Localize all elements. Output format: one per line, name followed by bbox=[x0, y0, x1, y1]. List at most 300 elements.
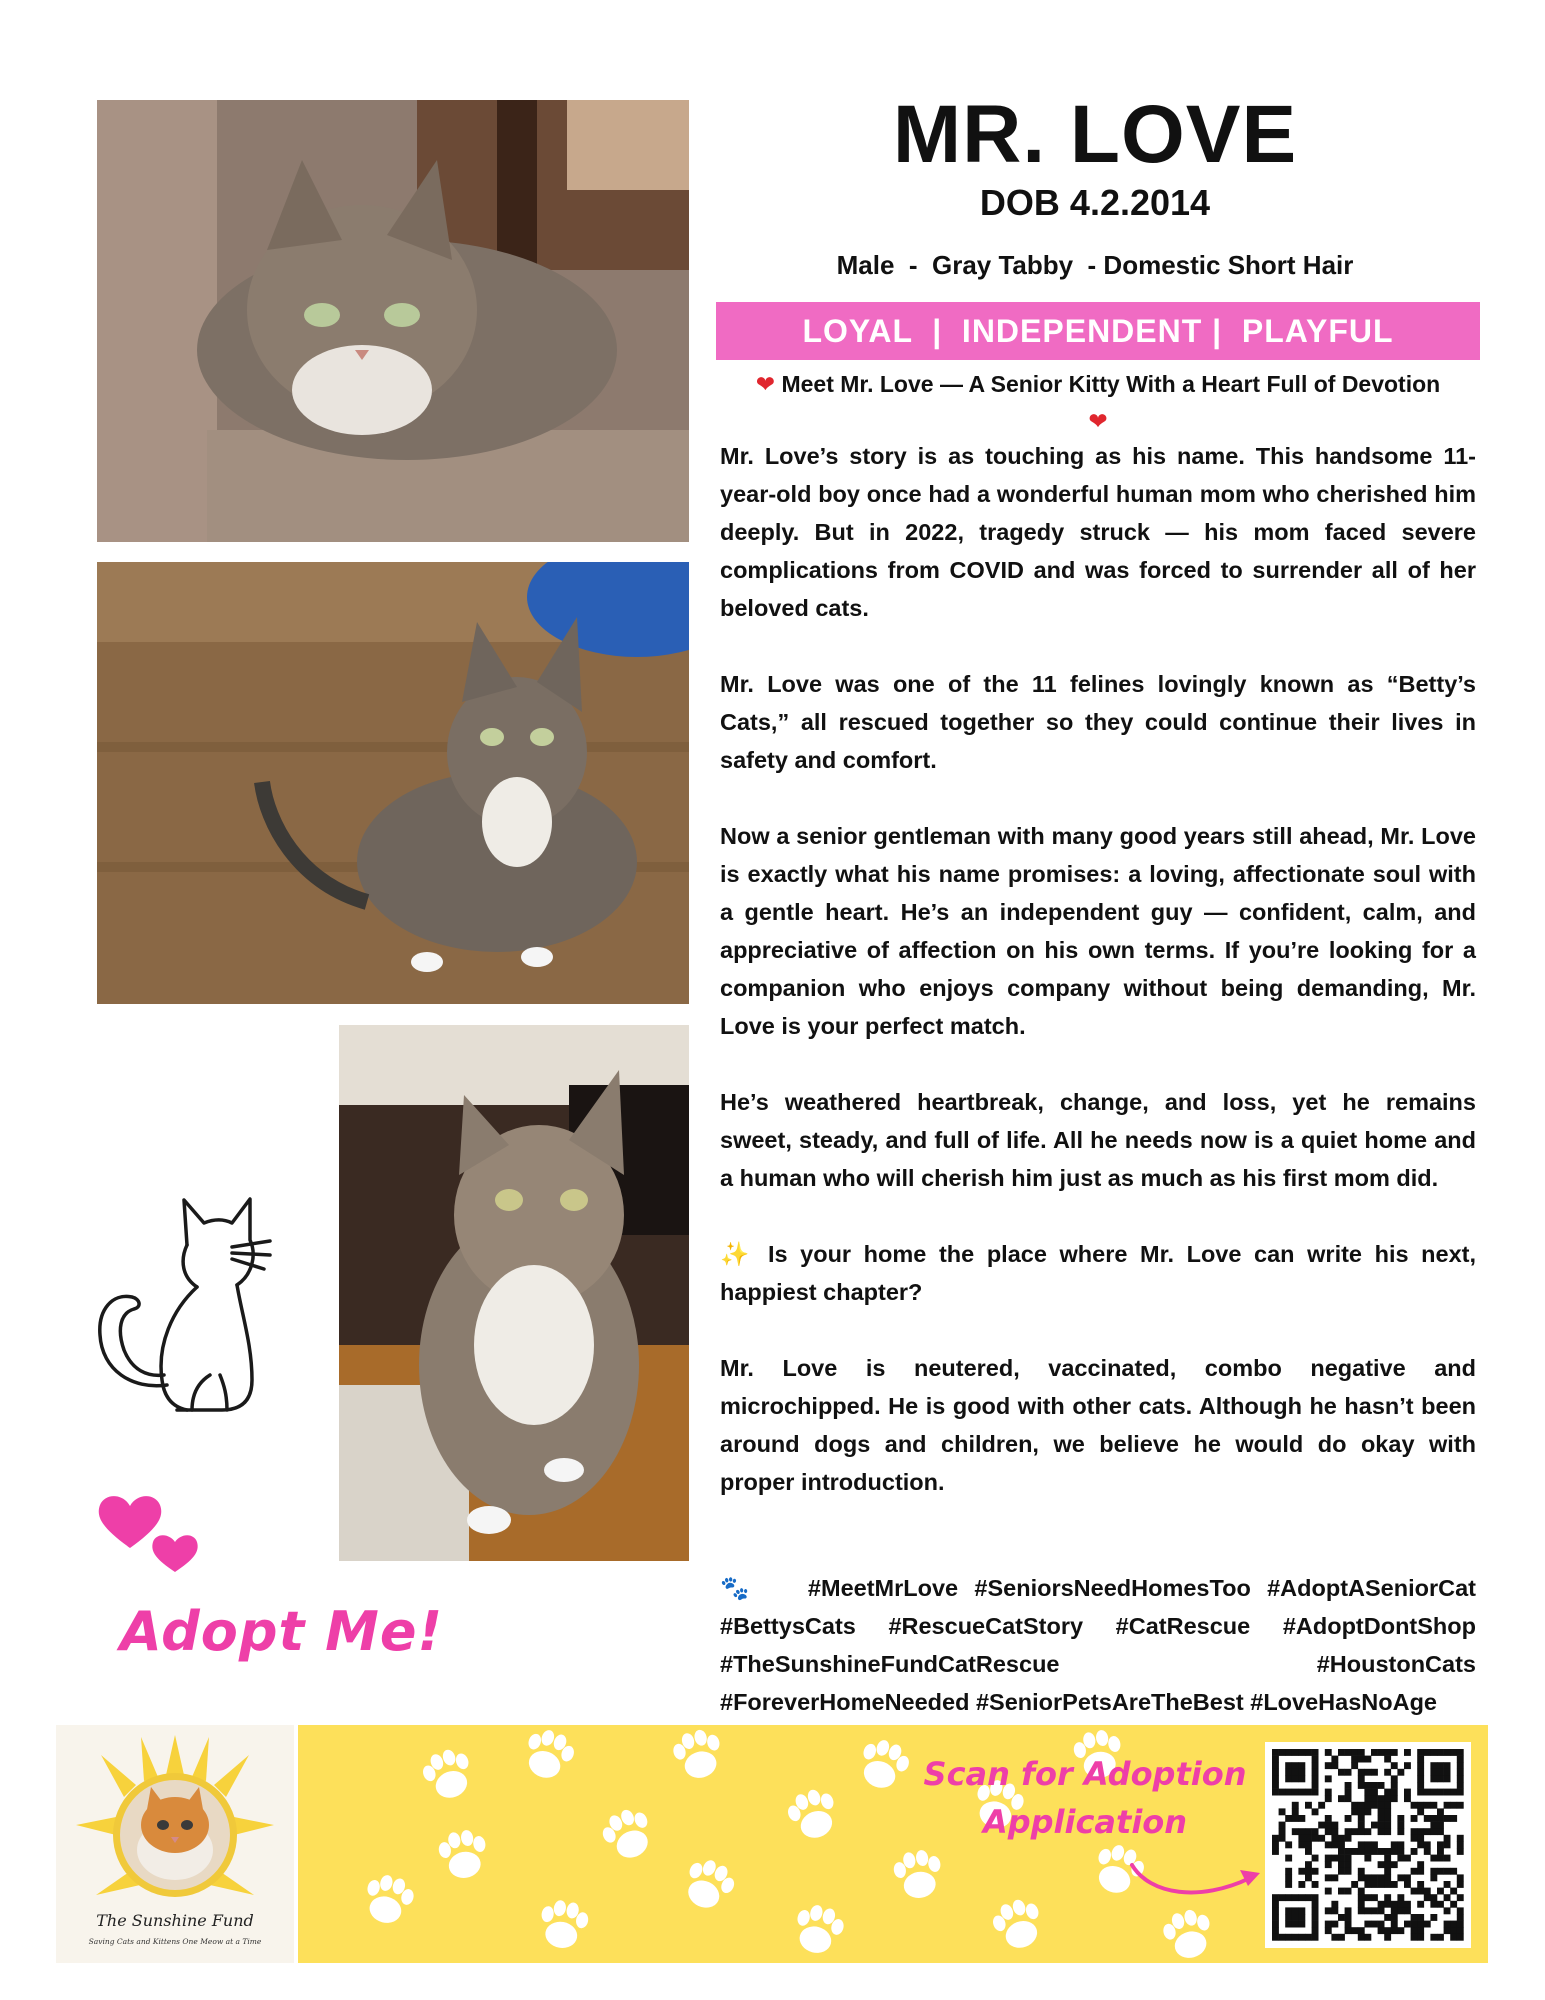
qr-module bbox=[1417, 1881, 1424, 1888]
qr-module bbox=[1345, 1921, 1352, 1928]
qr-module bbox=[1424, 1848, 1431, 1855]
qr-module bbox=[1351, 1756, 1358, 1763]
qr-module bbox=[1450, 1749, 1457, 1756]
qr-module bbox=[1417, 1921, 1424, 1928]
qr-module bbox=[1325, 1921, 1332, 1928]
qr-module bbox=[1437, 1901, 1444, 1908]
qr-module bbox=[1378, 1749, 1385, 1756]
qr-module bbox=[1384, 1901, 1391, 1908]
qr-module bbox=[1338, 1835, 1345, 1842]
qr-module bbox=[1312, 1756, 1319, 1763]
qr-module bbox=[1358, 1841, 1365, 1848]
qr-module bbox=[1358, 1888, 1365, 1895]
qr-module bbox=[1358, 1934, 1365, 1941]
qr-module bbox=[1397, 1901, 1404, 1908]
cat-name-title: MR. LOVE bbox=[892, 89, 1298, 180]
qr-module bbox=[1417, 1756, 1424, 1763]
qr-module bbox=[1391, 1848, 1398, 1855]
qr-module bbox=[1364, 1789, 1371, 1796]
arrow-icon bbox=[1120, 1840, 1270, 1910]
qr-module bbox=[1391, 1921, 1398, 1928]
qr-module bbox=[1279, 1835, 1286, 1842]
story-paragraph-3: Now a senior gentleman with many good years still ahead, Mr. Love is exactly what his name promises: a loving, affectionate soul with a gentle heart. He’s an independent guy — confident, calm, and appreciative of affection on his own terms. If you’re looking for a companion who enjoys company without being demanding, Mr. Love is your perfect match. bbox=[720, 823, 1476, 1039]
qr-module bbox=[1391, 1841, 1398, 1848]
qr-module bbox=[1424, 1841, 1431, 1848]
qr-module bbox=[1391, 1881, 1398, 1888]
qr-module bbox=[1437, 1828, 1444, 1835]
qr-module bbox=[1312, 1835, 1319, 1842]
qr-module bbox=[1371, 1795, 1378, 1802]
qr-module bbox=[1345, 1835, 1352, 1842]
qr-module bbox=[1397, 1822, 1404, 1829]
story-paragraph-2: Mr. Love was one of the 11 felines lovingly known as “Betty’s Cats,” all rescued together so they could continue their lives in safety and comfort. bbox=[720, 671, 1476, 773]
qr-module bbox=[1371, 1782, 1378, 1789]
qr-module bbox=[1272, 1762, 1279, 1769]
qr-module bbox=[1424, 1894, 1431, 1901]
qr-module bbox=[1298, 1749, 1305, 1756]
qr-code-image bbox=[1265, 1742, 1471, 1948]
qr-module bbox=[1312, 1775, 1319, 1782]
qr-module bbox=[1338, 1934, 1345, 1941]
qr-module bbox=[1345, 1914, 1352, 1921]
qr-module bbox=[1292, 1815, 1299, 1822]
qr-module bbox=[1305, 1894, 1312, 1901]
qr-module bbox=[1272, 1907, 1279, 1914]
qr-module bbox=[1279, 1822, 1286, 1829]
qr-module bbox=[1325, 1815, 1332, 1822]
qr-module bbox=[1371, 1881, 1378, 1888]
qr-module bbox=[1331, 1841, 1338, 1848]
qr-module bbox=[1391, 1901, 1398, 1908]
qr-module bbox=[1384, 1822, 1391, 1829]
qr-module bbox=[1424, 1828, 1431, 1835]
qr-module bbox=[1430, 1874, 1437, 1881]
qr-module bbox=[1312, 1762, 1319, 1769]
qr-module bbox=[1371, 1848, 1378, 1855]
qr-module bbox=[1457, 1914, 1464, 1921]
qr-module bbox=[1391, 1914, 1398, 1921]
qr-module bbox=[1279, 1808, 1286, 1815]
qr-module bbox=[1417, 1934, 1424, 1941]
qr-module bbox=[1391, 1927, 1398, 1934]
qr-module bbox=[1424, 1789, 1431, 1796]
qr-module bbox=[1430, 1749, 1437, 1756]
qr-module bbox=[1444, 1749, 1451, 1756]
qr-module bbox=[1358, 1874, 1365, 1881]
qr-module bbox=[1305, 1802, 1312, 1809]
qr-module bbox=[1285, 1841, 1292, 1848]
qr-module bbox=[1298, 1769, 1305, 1776]
qr-module bbox=[1364, 1795, 1371, 1802]
qr-module bbox=[1285, 1762, 1292, 1769]
qr-module bbox=[1384, 1934, 1391, 1941]
qr-module bbox=[1305, 1861, 1312, 1868]
qr-module bbox=[1384, 1861, 1391, 1868]
qr-module bbox=[1397, 1841, 1404, 1848]
qr-module bbox=[1444, 1907, 1451, 1914]
logo-name: The Sunshine Fund bbox=[96, 1911, 254, 1930]
qr-module bbox=[1371, 1749, 1378, 1756]
qr-module bbox=[1437, 1848, 1444, 1855]
qr-module bbox=[1430, 1762, 1437, 1769]
qr-module bbox=[1371, 1802, 1378, 1809]
qr-module bbox=[1331, 1835, 1338, 1842]
qr-module bbox=[1397, 1769, 1404, 1776]
qr-module bbox=[1305, 1835, 1312, 1842]
qr-module bbox=[1430, 1815, 1437, 1822]
qr-module bbox=[1331, 1921, 1338, 1928]
qr-module bbox=[1318, 1822, 1325, 1829]
qr-module bbox=[1272, 1927, 1279, 1934]
qr-code[interactable] bbox=[1265, 1742, 1471, 1948]
qr-module bbox=[1378, 1802, 1385, 1809]
qr-module bbox=[1404, 1907, 1411, 1914]
qr-module bbox=[1285, 1881, 1292, 1888]
qr-module bbox=[1345, 1848, 1352, 1855]
qr-module bbox=[1404, 1881, 1411, 1888]
qr-module bbox=[1450, 1888, 1457, 1895]
qr-module bbox=[1378, 1848, 1385, 1855]
qr-module bbox=[1338, 1795, 1345, 1802]
qr-module bbox=[1444, 1762, 1451, 1769]
qr-module bbox=[1272, 1921, 1279, 1928]
qr-module bbox=[1325, 1828, 1332, 1835]
qr-module bbox=[1331, 1907, 1338, 1914]
qr-module bbox=[1305, 1868, 1312, 1875]
qr-module bbox=[1272, 1769, 1279, 1776]
qr-module bbox=[1411, 1815, 1418, 1822]
qr-module bbox=[1312, 1921, 1319, 1928]
qr-module bbox=[1384, 1828, 1391, 1835]
qr-module bbox=[1457, 1769, 1464, 1776]
qr-module bbox=[1345, 1861, 1352, 1868]
qr-module bbox=[1371, 1907, 1378, 1914]
qr-module bbox=[1404, 1901, 1411, 1908]
qr-module bbox=[1417, 1789, 1424, 1796]
qr-module bbox=[1364, 1828, 1371, 1835]
sunshine-fund-logo bbox=[56, 1725, 294, 1963]
qr-module bbox=[1457, 1921, 1464, 1928]
qr-module bbox=[1338, 1749, 1345, 1756]
qr-module bbox=[1272, 1848, 1279, 1855]
qr-module bbox=[1378, 1921, 1385, 1928]
qr-module bbox=[1411, 1927, 1418, 1934]
qr-module bbox=[1411, 1888, 1418, 1895]
qr-module bbox=[1444, 1835, 1451, 1842]
qr-module bbox=[1450, 1927, 1457, 1934]
qr-module bbox=[1351, 1749, 1358, 1756]
qr-module bbox=[1298, 1762, 1305, 1769]
qr-module bbox=[1345, 1888, 1352, 1895]
qr-module bbox=[1279, 1934, 1286, 1941]
qr-module bbox=[1325, 1874, 1332, 1881]
qr-module bbox=[1285, 1914, 1292, 1921]
qr-module bbox=[1404, 1762, 1411, 1769]
qr-module bbox=[1417, 1828, 1424, 1835]
qr-module bbox=[1444, 1927, 1451, 1934]
qr-module bbox=[1351, 1927, 1358, 1934]
qr-module bbox=[1378, 1901, 1385, 1908]
qr-module bbox=[1345, 1789, 1352, 1796]
qr-module bbox=[1457, 1775, 1464, 1782]
qr-module bbox=[1272, 1749, 1279, 1756]
qr-module bbox=[1457, 1802, 1464, 1809]
qr-module bbox=[1457, 1749, 1464, 1756]
hashtags bbox=[720, 1569, 1476, 1721]
qr-module bbox=[1444, 1815, 1451, 1822]
qr-module bbox=[1417, 1762, 1424, 1769]
qr-module bbox=[1450, 1934, 1457, 1941]
qr-module bbox=[1450, 1868, 1457, 1875]
qr-module bbox=[1345, 1769, 1352, 1776]
qr-module bbox=[1444, 1789, 1451, 1796]
qr-module bbox=[1417, 1782, 1424, 1789]
qr-module bbox=[1364, 1934, 1371, 1941]
qr-module bbox=[1292, 1762, 1299, 1769]
qr-module bbox=[1371, 1874, 1378, 1881]
story-paragraph-5 bbox=[720, 1235, 1476, 1311]
qr-module bbox=[1351, 1848, 1358, 1855]
qr-module bbox=[1331, 1874, 1338, 1881]
qr-module bbox=[1457, 1894, 1464, 1901]
qr-module bbox=[1430, 1894, 1437, 1901]
qr-module bbox=[1411, 1921, 1418, 1928]
qr-module bbox=[1364, 1769, 1371, 1776]
qr-module bbox=[1279, 1894, 1286, 1901]
qr-module bbox=[1351, 1762, 1358, 1769]
qr-module bbox=[1378, 1808, 1385, 1815]
qr-module bbox=[1444, 1894, 1451, 1901]
qr-module bbox=[1285, 1874, 1292, 1881]
qr-module bbox=[1272, 1841, 1279, 1848]
qr-module bbox=[1272, 1775, 1279, 1782]
qr-module bbox=[1312, 1808, 1319, 1815]
qr-module bbox=[1338, 1888, 1345, 1895]
qr-module bbox=[1298, 1934, 1305, 1941]
qr-module bbox=[1384, 1802, 1391, 1809]
qr-module bbox=[1345, 1815, 1352, 1822]
qr-module bbox=[1292, 1789, 1299, 1796]
qr-module bbox=[1358, 1775, 1365, 1782]
qr-module bbox=[1358, 1848, 1365, 1855]
qr-module bbox=[1424, 1815, 1431, 1822]
qr-module bbox=[1358, 1828, 1365, 1835]
qr-module bbox=[1384, 1815, 1391, 1822]
qr-module bbox=[1279, 1749, 1286, 1756]
story-paragraph-4: He’s weathered heartbreak, change, and loss, yet he remains sweet, steady, and full of life. All he needs now is a quiet home and a human who will cherish him just as much as his first mom did. bbox=[720, 1089, 1476, 1191]
qr-module bbox=[1364, 1874, 1371, 1881]
qr-module bbox=[1279, 1789, 1286, 1796]
qr-module bbox=[1424, 1749, 1431, 1756]
qr-module bbox=[1430, 1802, 1437, 1809]
sparkle-icon: ✨ bbox=[720, 1241, 756, 1267]
qr-module bbox=[1430, 1868, 1437, 1875]
qr-module bbox=[1298, 1835, 1305, 1842]
qr-module bbox=[1358, 1749, 1365, 1756]
qr-module bbox=[1338, 1855, 1345, 1862]
qr-module bbox=[1424, 1888, 1431, 1895]
story-paragraph-1: Mr. Love’s story is as touching as his name. This handsome 11-year-old boy once had a wonderful human mom who cherished him deeply. But in 2022, tragedy struck — his mom faced severe complications from COVID and was forced to surrender all of her beloved cats. bbox=[720, 443, 1476, 621]
qr-module bbox=[1430, 1828, 1437, 1835]
qr-module bbox=[1457, 1789, 1464, 1796]
qr-module bbox=[1312, 1782, 1319, 1789]
paw-icon: 🐾 bbox=[720, 1575, 760, 1601]
qr-module bbox=[1345, 1749, 1352, 1756]
qr-module bbox=[1391, 1749, 1398, 1756]
qr-module bbox=[1417, 1914, 1424, 1921]
qr-module bbox=[1378, 1881, 1385, 1888]
qr-module bbox=[1457, 1907, 1464, 1914]
qr-module bbox=[1430, 1934, 1437, 1941]
qr-module bbox=[1318, 1802, 1325, 1809]
qr-module bbox=[1345, 1855, 1352, 1862]
qr-module bbox=[1272, 1789, 1279, 1796]
qr-module bbox=[1437, 1775, 1444, 1782]
qr-module bbox=[1338, 1848, 1345, 1855]
qr-module bbox=[1312, 1914, 1319, 1921]
qr-module bbox=[1325, 1927, 1332, 1934]
qr-module bbox=[1444, 1921, 1451, 1928]
qr-module bbox=[1318, 1835, 1325, 1842]
qr-module bbox=[1345, 1782, 1352, 1789]
qr-module bbox=[1305, 1934, 1312, 1941]
qr-module bbox=[1411, 1868, 1418, 1875]
qr-module bbox=[1312, 1901, 1319, 1908]
qr-module bbox=[1325, 1775, 1332, 1782]
qr-module bbox=[1351, 1881, 1358, 1888]
qr-module bbox=[1305, 1749, 1312, 1756]
date-of-birth: DOB 4.2.2014 bbox=[979, 182, 1211, 223]
heart-icon: ❤ bbox=[1088, 409, 1108, 435]
qr-module bbox=[1305, 1874, 1312, 1881]
qr-module bbox=[1371, 1769, 1378, 1776]
qr-module bbox=[1378, 1861, 1385, 1868]
qr-module bbox=[1437, 1841, 1444, 1848]
qr-module bbox=[1391, 1795, 1398, 1802]
qr-module bbox=[1331, 1756, 1338, 1763]
qr-module bbox=[1364, 1756, 1371, 1763]
qr-module bbox=[1457, 1934, 1464, 1941]
qr-module bbox=[1312, 1927, 1319, 1934]
qr-module bbox=[1364, 1907, 1371, 1914]
qr-module bbox=[1325, 1822, 1332, 1829]
qr-module bbox=[1378, 1907, 1385, 1914]
qr-module bbox=[1371, 1822, 1378, 1829]
qr-module bbox=[1437, 1822, 1444, 1829]
qr-module bbox=[1444, 1868, 1451, 1875]
qr-module bbox=[1457, 1927, 1464, 1934]
qr-module bbox=[1364, 1855, 1371, 1862]
qr-module bbox=[1411, 1802, 1418, 1809]
qr-module bbox=[1272, 1914, 1279, 1921]
qr-module bbox=[1404, 1921, 1411, 1928]
qr-module bbox=[1457, 1756, 1464, 1763]
qr-module bbox=[1305, 1848, 1312, 1855]
qr-module bbox=[1371, 1894, 1378, 1901]
qr-module bbox=[1444, 1855, 1451, 1862]
qr-module bbox=[1437, 1762, 1444, 1769]
qr-module bbox=[1351, 1828, 1358, 1835]
qr-module bbox=[1298, 1815, 1305, 1822]
qr-module bbox=[1397, 1927, 1404, 1934]
qr-module bbox=[1404, 1795, 1411, 1802]
qr-module bbox=[1312, 1769, 1319, 1776]
qr-module bbox=[1285, 1749, 1292, 1756]
qr-module bbox=[1364, 1802, 1371, 1809]
qr-module bbox=[1325, 1855, 1332, 1862]
qr-module bbox=[1417, 1808, 1424, 1815]
qr-module bbox=[1358, 1901, 1365, 1908]
qr-module bbox=[1312, 1907, 1319, 1914]
qr-module bbox=[1371, 1921, 1378, 1928]
qr-module bbox=[1292, 1914, 1299, 1921]
qr-module bbox=[1437, 1769, 1444, 1776]
logo-tagline: Saving Cats and Kittens One Meow at a Time bbox=[88, 1937, 262, 1946]
qr-module bbox=[1430, 1822, 1437, 1829]
qr-module bbox=[1437, 1888, 1444, 1895]
qr-module bbox=[1378, 1815, 1385, 1822]
qr-module bbox=[1417, 1835, 1424, 1842]
qr-module bbox=[1397, 1848, 1404, 1855]
qr-module bbox=[1397, 1815, 1404, 1822]
qr-module bbox=[1437, 1808, 1444, 1815]
qr-module bbox=[1444, 1802, 1451, 1809]
qr-module bbox=[1358, 1769, 1365, 1776]
qr-module bbox=[1338, 1914, 1345, 1921]
qr-module bbox=[1331, 1934, 1338, 1941]
qr-module bbox=[1384, 1749, 1391, 1756]
qr-module bbox=[1285, 1921, 1292, 1928]
qr-module bbox=[1364, 1841, 1371, 1848]
qr-module bbox=[1298, 1841, 1305, 1848]
qr-module bbox=[1312, 1894, 1319, 1901]
qr-module bbox=[1384, 1855, 1391, 1862]
qr-module bbox=[1272, 1835, 1279, 1842]
qr-module bbox=[1292, 1802, 1299, 1809]
qr-module bbox=[1325, 1762, 1332, 1769]
qr-module bbox=[1444, 1775, 1451, 1782]
qr-module bbox=[1364, 1848, 1371, 1855]
qr-module bbox=[1417, 1861, 1424, 1868]
qr-module bbox=[1312, 1828, 1319, 1835]
qr-module bbox=[1338, 1868, 1345, 1875]
qr-module bbox=[1351, 1802, 1358, 1809]
qr-module bbox=[1298, 1775, 1305, 1782]
cat-photo-2 bbox=[97, 562, 689, 1004]
qr-module bbox=[1450, 1789, 1457, 1796]
hashtag-text: #MeetMrLove #SeniorsNeedHomesToo #AdoptASeniorCat #BettysCats #RescueCatStory #CatRescue #AdoptDontShop #TheSunshineFundCatRescue #HoustonCats #ForeverHomeNeeded #SeniorPetsAreTheBest #LoveHasNoAge bbox=[720, 1575, 1476, 1715]
qr-module bbox=[1358, 1815, 1365, 1822]
qr-module bbox=[1417, 1888, 1424, 1895]
qr-module bbox=[1325, 1841, 1332, 1848]
qr-module bbox=[1384, 1874, 1391, 1881]
qr-module bbox=[1378, 1874, 1385, 1881]
qr-module bbox=[1292, 1934, 1299, 1941]
qr-module bbox=[1450, 1802, 1457, 1809]
qr-module bbox=[1391, 1907, 1398, 1914]
cat-details: Male - Gray Tabby - Domestic Short Hair bbox=[836, 250, 1354, 280]
qr-module bbox=[1444, 1769, 1451, 1776]
qr-module bbox=[1312, 1855, 1319, 1862]
qr-module bbox=[1364, 1782, 1371, 1789]
cat-photo-1 bbox=[97, 100, 689, 542]
qr-module bbox=[1378, 1795, 1385, 1802]
qr-module bbox=[1345, 1868, 1352, 1875]
qr-module bbox=[1292, 1907, 1299, 1914]
qr-module bbox=[1338, 1861, 1345, 1868]
qr-module bbox=[1345, 1828, 1352, 1835]
qr-module bbox=[1285, 1775, 1292, 1782]
